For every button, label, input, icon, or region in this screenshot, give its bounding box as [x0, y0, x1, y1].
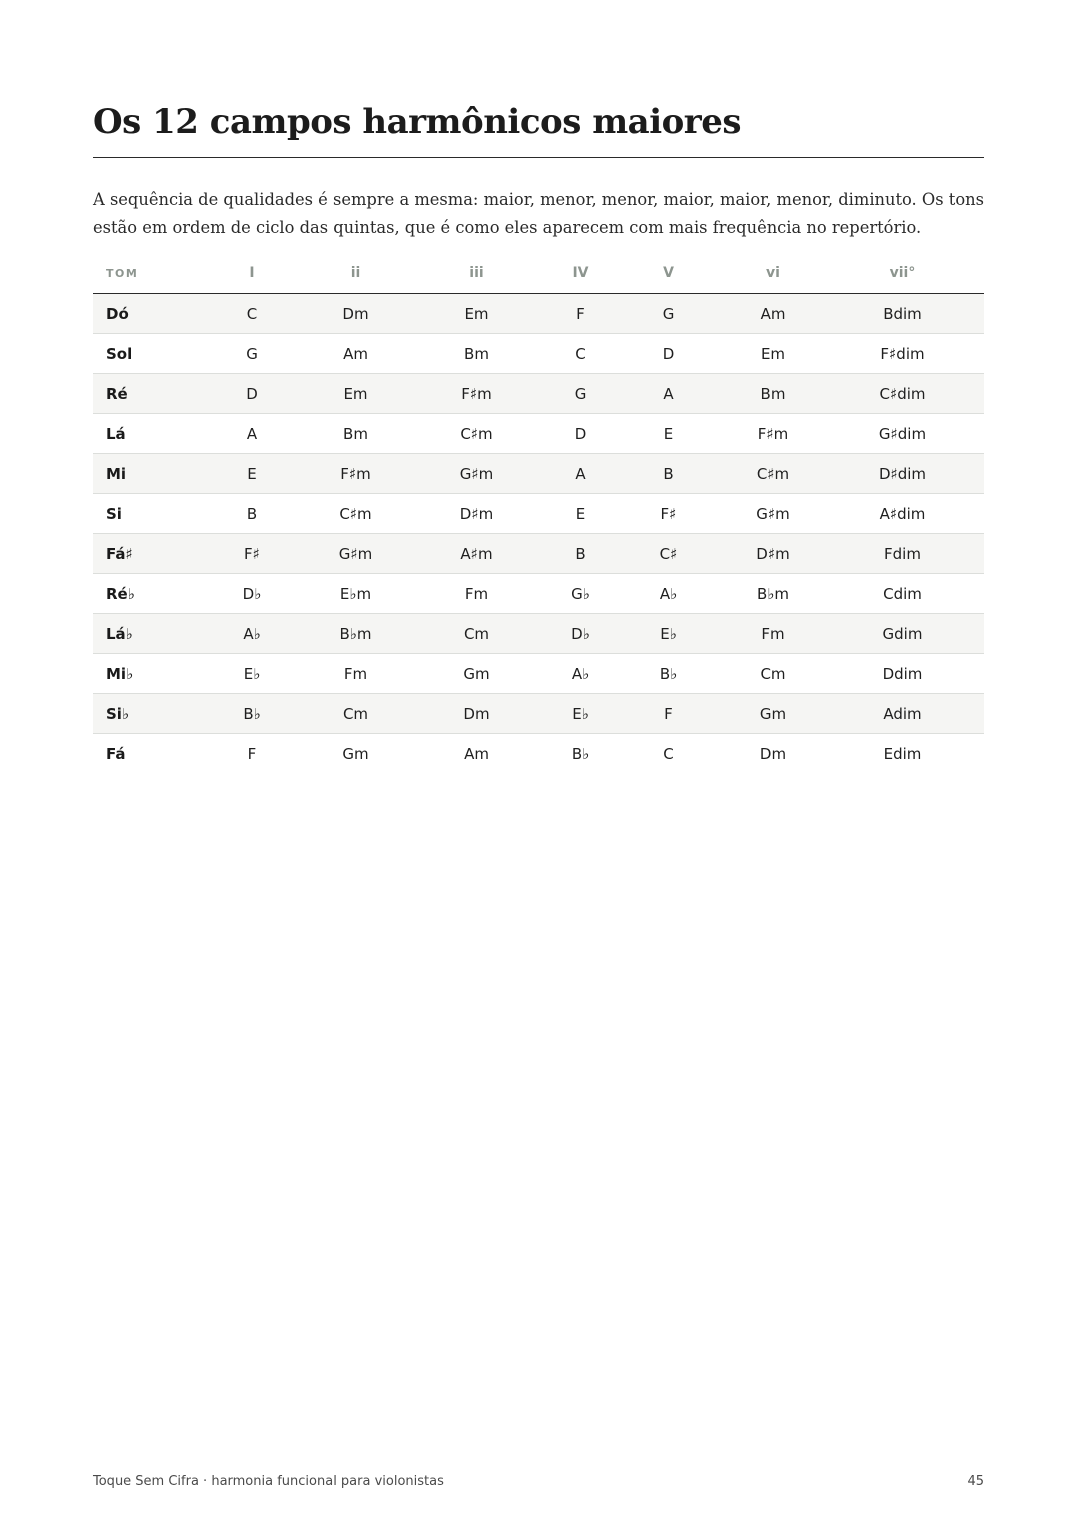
chord-cell: Gdim — [821, 614, 984, 654]
chord-cell: Ddim — [821, 654, 984, 694]
chord-cell: E — [549, 494, 612, 534]
table-row — [93, 574, 984, 614]
key-name-cell: Mi♭ — [93, 654, 197, 694]
key-name-cell: Si♭ — [93, 694, 197, 734]
chord-cell: A — [549, 454, 612, 494]
chord-cell: F♯ — [612, 494, 725, 534]
table-row — [93, 334, 984, 374]
chord-cell: Am — [464, 744, 489, 763]
key-name-cell: Ré — [93, 374, 197, 414]
chord-cell: F♯m — [404, 374, 549, 414]
page-title: Os 12 campos harmônicos maiores — [93, 102, 741, 142]
chord-cell: E — [197, 454, 307, 494]
chord-cell: Am — [307, 334, 404, 374]
chord-cell: B♭m — [307, 614, 404, 654]
chord-cell: Fm — [725, 614, 821, 654]
chord-cell: D♭ — [197, 574, 307, 614]
chord-cell: D — [612, 334, 725, 374]
key-name-cell: Fá — [106, 744, 126, 763]
chord-cell: B — [549, 534, 612, 574]
chord-cell: A♭ — [612, 574, 725, 614]
intro-paragraph: A sequência de qualidades é sempre a mesma: maior, menor, menor, maior, maior, menor, diminuto. Os tons estão em ordem de ciclo das quintas, que é como eles aparecem com mais frequência no repertório. — [93, 190, 984, 237]
chord-cell: Am — [725, 294, 821, 334]
chord-cell: Dm — [307, 294, 404, 334]
chord-cell: F♯dim — [821, 334, 984, 374]
table-row — [93, 494, 984, 534]
chord-cell: C♯ — [612, 534, 725, 574]
chord-cell: Bm — [404, 334, 549, 374]
column-header-degree: vii° — [821, 253, 984, 294]
table-row — [93, 614, 984, 654]
chord-cell: A — [612, 374, 725, 414]
table-row — [93, 694, 984, 734]
chord-cell: Bm — [307, 414, 404, 454]
chord-cell: Fm — [307, 654, 404, 694]
table-row — [93, 414, 984, 454]
chord-cell: A♯m — [404, 534, 549, 574]
chord-cell: Cdim — [821, 574, 984, 614]
chord-cell: D♭ — [549, 614, 612, 654]
chord-cell: Dm — [404, 694, 549, 734]
chord-cell: Fdim — [821, 534, 984, 574]
chord-cell: G — [549, 374, 612, 414]
title-divider — [93, 157, 984, 158]
chord-cell: D — [197, 374, 307, 414]
column-header-degree: vi — [725, 253, 821, 294]
harmonic-fields-table — [93, 253, 984, 773]
table-header-row — [93, 253, 984, 294]
chord-cell: E — [612, 414, 725, 454]
chord-cell: Cm — [404, 614, 549, 654]
chord-cell: G — [197, 334, 307, 374]
chord-cell: D — [549, 414, 612, 454]
table-row — [93, 454, 984, 494]
chord-cell: D♯m — [404, 494, 549, 534]
chord-cell: E♭ — [612, 614, 725, 654]
chord-cell: G♯m — [307, 534, 404, 574]
chord-cell: Gm — [725, 694, 821, 734]
chord-cell: A♭ — [197, 614, 307, 654]
column-header-degree: ii — [307, 253, 404, 294]
chord-cell: Fm — [404, 574, 549, 614]
chord-cell: C♯m — [725, 454, 821, 494]
chord-cell: B♭m — [725, 574, 821, 614]
column-header-degree: iii — [404, 253, 549, 294]
chord-cell: B — [197, 494, 307, 534]
table-row — [93, 734, 984, 774]
chord-cell: C — [663, 744, 674, 763]
chord-cell: Cm — [307, 694, 404, 734]
chord-cell: A♯dim — [821, 494, 984, 534]
chord-cell: A♭ — [549, 654, 612, 694]
chord-cell: G♯m — [725, 494, 821, 534]
chord-cell: Dm — [759, 744, 787, 763]
key-name-cell: Fá♯ — [93, 534, 197, 574]
chord-cell: Bm — [725, 374, 821, 414]
chord-cell: Gm — [404, 654, 549, 694]
column-header-tom: TOM — [93, 253, 197, 294]
table-row — [93, 374, 984, 414]
chord-cell: A — [197, 414, 307, 454]
chord-cell: B — [612, 454, 725, 494]
chord-cell: C♯m — [307, 494, 404, 534]
chord-cell: B♭ — [612, 654, 725, 694]
page-number: 45 — [967, 1474, 984, 1489]
chord-cell: D♯m — [725, 534, 821, 574]
chord-cell: F♯ — [197, 534, 307, 574]
key-name-cell: Dó — [93, 294, 197, 334]
chord-cell: G♯dim — [821, 414, 984, 454]
chord-cell: Em — [404, 294, 549, 334]
chord-cell: B♭ — [197, 694, 307, 734]
key-name-cell: Lá♭ — [93, 614, 197, 654]
page-footer — [93, 1474, 984, 1489]
column-header-degree: I — [197, 253, 307, 294]
chord-cell: C — [549, 334, 612, 374]
chord-cell: D♯dim — [821, 454, 984, 494]
chord-cell: F — [549, 294, 612, 334]
chord-cell: C♯m — [404, 414, 549, 454]
chord-cell: Cm — [725, 654, 821, 694]
chord-cell: F — [612, 694, 725, 734]
chord-cell: Gm — [342, 744, 369, 763]
chord-cell: G♯m — [404, 454, 549, 494]
chord-cell: F — [247, 744, 257, 763]
chord-cell: E♭ — [549, 694, 612, 734]
key-name-cell: Lá — [93, 414, 197, 454]
column-header-degree: V — [612, 253, 725, 294]
table-row — [93, 534, 984, 574]
table-body — [93, 294, 984, 774]
chord-cell: C — [197, 294, 307, 334]
chord-cell: C♯dim — [821, 374, 984, 414]
table-row — [93, 294, 984, 334]
chord-cell: F♯m — [307, 454, 404, 494]
chord-cell: E♭m — [307, 574, 404, 614]
column-header-degree: IV — [549, 253, 612, 294]
chord-cell: Em — [307, 374, 404, 414]
table-row — [93, 654, 984, 694]
key-name-cell: Mi — [93, 454, 197, 494]
chord-cell: Edim — [883, 744, 922, 763]
chord-cell: E♭ — [197, 654, 307, 694]
key-name-cell: Si — [93, 494, 197, 534]
key-name-cell: Ré♭ — [93, 574, 197, 614]
chord-cell: Bdim — [821, 294, 984, 334]
chord-cell: B♭ — [571, 744, 590, 763]
chord-cell: G — [612, 294, 725, 334]
footer-title: Toque Sem Cifra · harmonia funcional para violonistas — [93, 1474, 444, 1489]
key-name-cell: Sol — [93, 334, 197, 374]
chord-cell: Em — [725, 334, 821, 374]
chord-cell: F♯m — [725, 414, 821, 454]
chord-cell: Adim — [821, 694, 984, 734]
chord-cell: G♭ — [549, 574, 612, 614]
